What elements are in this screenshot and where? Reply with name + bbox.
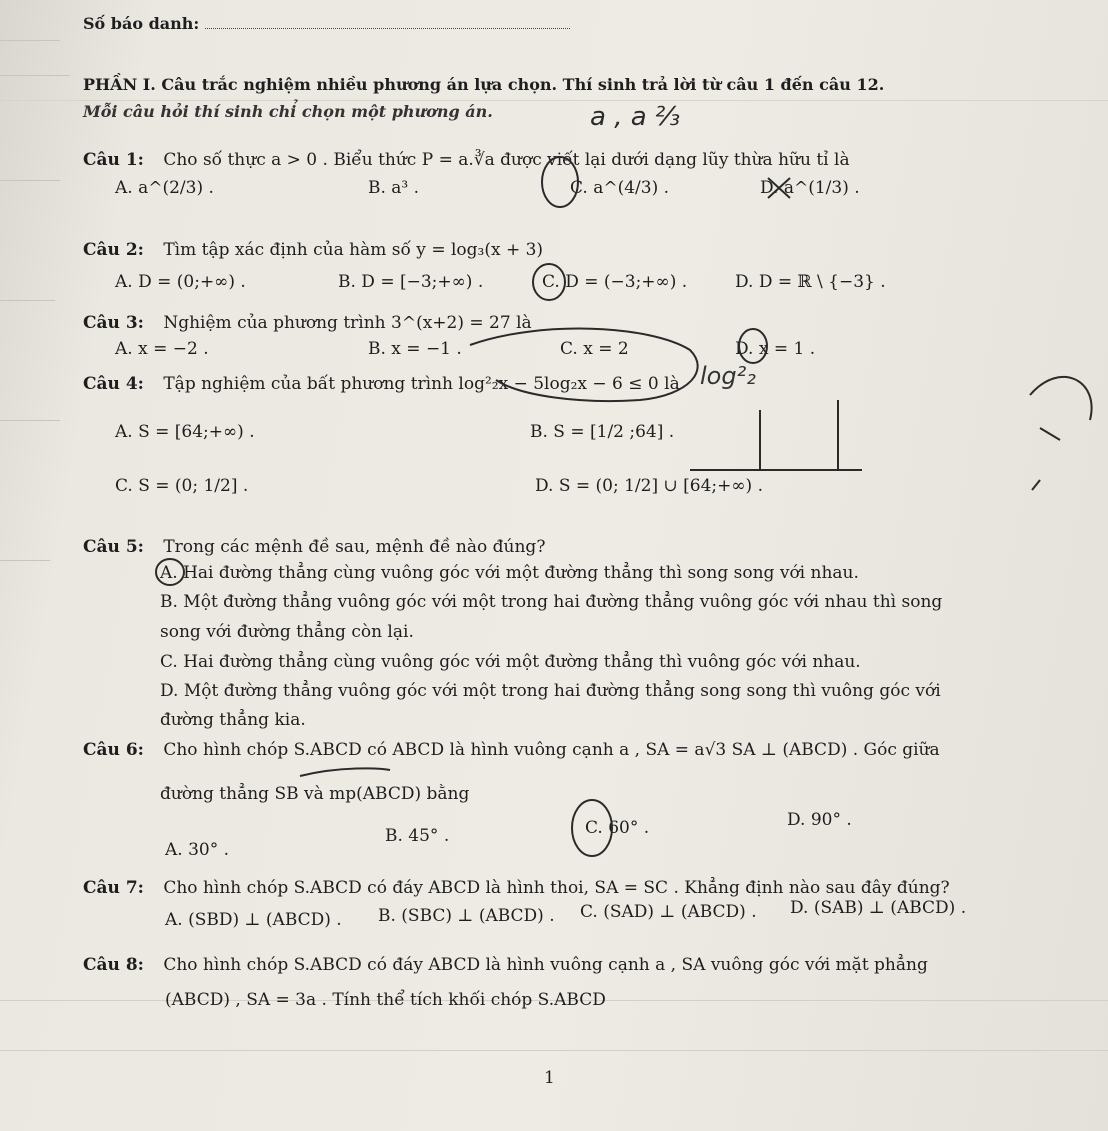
q5-option-d[interactable]: D. Một đường thẳng vuông góc với một trong hai đường thẳng song song thì vuông góc với (160, 681, 941, 701)
margin-arc-1 (1030, 377, 1092, 420)
q1-option-c[interactable]: C. a^(4/3) . (570, 178, 670, 198)
question-5-text: Trong các mệnh đề sau, mệnh đề nào đúng? (163, 537, 546, 557)
q6-option-c[interactable]: C. 60° . (585, 818, 650, 838)
q7-option-d[interactable]: D. (SAB) ⊥ (ABCD) . (790, 898, 967, 918)
question-7-text: Cho hình chóp S.ABCD có đáy ABCD là hình thoi, SA = SC . Khẳng định nào sau đây đúng? (163, 878, 950, 898)
q7-option-a[interactable]: A. (SBD) ⊥ (ABCD) . (165, 910, 342, 930)
q1-option-a[interactable]: A. a^(2/3) . (115, 178, 214, 198)
q3-option-a[interactable]: A. x = −2 . (115, 339, 209, 359)
q7-option-c[interactable]: C. (SAD) ⊥ (ABCD) . (580, 902, 757, 922)
q2-option-c[interactable]: C. D = (−3;+∞) . (542, 272, 688, 292)
q4-expression-loop (470, 329, 698, 401)
question-4-label: Câu 4: (83, 374, 144, 394)
question-1-text: Cho số thực a > 0 . Biểu thức P = a.∛a được viết lại dưới dạng lũy thừa hữu tỉ là (163, 150, 850, 170)
q2-option-d[interactable]: D. D = ℝ \ {−3} . (735, 272, 886, 292)
question-5-label: Câu 5: (83, 537, 144, 557)
q7-option-b[interactable]: B. (SBC) ⊥ (ABCD) . (378, 906, 555, 926)
q5-option-d-cont: đường thẳng kia. (160, 710, 306, 730)
q6-option-a[interactable]: A. 30° . (165, 840, 230, 860)
question-6-text: Cho hình chóp S.ABCD có ABCD là hình vuông cạnh a , SA = a√3 SA ⊥ (ABCD) . Góc giữa (163, 740, 940, 760)
q5-option-a[interactable]: A. Hai đường thẳng cùng vuông góc với một đường thẳng thì song song với nhau. (160, 563, 859, 583)
question-8-text-cont: (ABCD) , SA = 3a . Tính thể tích khối chóp S.ABCD (165, 990, 606, 1010)
q1-d-scribble (768, 178, 790, 198)
q5-answer-circle (156, 559, 184, 585)
q6-underline (300, 768, 390, 776)
margin-dash (1032, 480, 1040, 490)
question-6-label: Câu 6: (83, 740, 144, 760)
candidate-label: Số báo danh: (83, 14, 200, 33)
q1-option-d[interactable]: D. a^(1/3) . (760, 178, 860, 198)
question-1-label: Câu 1: (83, 150, 144, 170)
q4-option-b[interactable]: B. S = [1/2 ;64] . (530, 422, 675, 442)
margin-tick (1040, 428, 1060, 440)
q2-option-a[interactable]: A. D = (0;+∞) . (115, 272, 246, 292)
q4-option-a[interactable]: A. S = [64;+∞) . (115, 422, 255, 442)
q3-option-d[interactable]: D. x = 1 . (735, 339, 816, 359)
q1-option-b[interactable]: B. a³ . (368, 178, 420, 198)
q6-option-b[interactable]: B. 45° . (385, 826, 450, 846)
q4-option-c[interactable]: C. S = (0; 1/2] . (115, 476, 249, 496)
section-instruction: Mỗi câu hỏi thí sinh chỉ chọn một phương án. (83, 102, 493, 121)
q2-option-b[interactable]: B. D = [−3;+∞) . (338, 272, 484, 292)
section-title: PHẦN I. Câu trắc nghiệm nhiều phương án lựa chọn. Thí sinh trả lời từ câu 1 đến câu 12. (83, 75, 885, 94)
q2-answer-circle (533, 264, 565, 300)
question-3-text: Nghiệm của phương trình 3^(x+2) = 27 là (163, 313, 532, 333)
q6-answer-circle (572, 800, 612, 856)
q1-answer-circle (542, 157, 578, 207)
q4-option-d[interactable]: D. S = (0; 1/2] ∪ [64;+∞) . (535, 476, 763, 496)
q3-option-c[interactable]: C. x = 2 (560, 339, 629, 359)
question-2-text: Tìm tập xác định của hàm số y = log₃(x + 3) (163, 240, 544, 260)
question-7-label: Câu 7: (83, 878, 144, 898)
q5-option-b[interactable]: B. Một đường thẳng vuông góc với một trong hai đường thẳng vuông góc với nhau thì song (160, 592, 943, 612)
q4-number-line-sketch (690, 400, 862, 470)
q5-option-b-cont: song với đường thẳng còn lại. (160, 622, 414, 642)
q3-answer-circle (739, 329, 767, 363)
q3-option-b[interactable]: B. x = −1 . (368, 339, 462, 359)
question-2-label: Câu 2: (83, 240, 144, 260)
question-4-text: Tập nghiệm của bất phương trình log²₂x − 5log₂x − 6 ≤ 0 là (163, 374, 680, 394)
question-3-label: Câu 3: (83, 313, 144, 333)
page-number: 1 (544, 1068, 555, 1088)
handwritten-note-2: log²₂ (700, 362, 756, 390)
q6-option-d[interactable]: D. 90° . (787, 810, 852, 830)
question-8-text: Cho hình chóp S.ABCD có đáy ABCD là hình vuông cạnh a , SA vuông góc với mặt phẳng (163, 955, 928, 975)
handwritten-note-1: a , a ⅔ (590, 102, 681, 132)
question-8-label: Câu 8: (83, 955, 144, 975)
question-6-text-cont: đường thẳng SB và mp(ABCD) bằng (160, 784, 470, 804)
q5-option-c[interactable]: C. Hai đường thẳng cùng vuông góc với một đường thẳng thì vuông góc với nhau. (160, 652, 861, 672)
